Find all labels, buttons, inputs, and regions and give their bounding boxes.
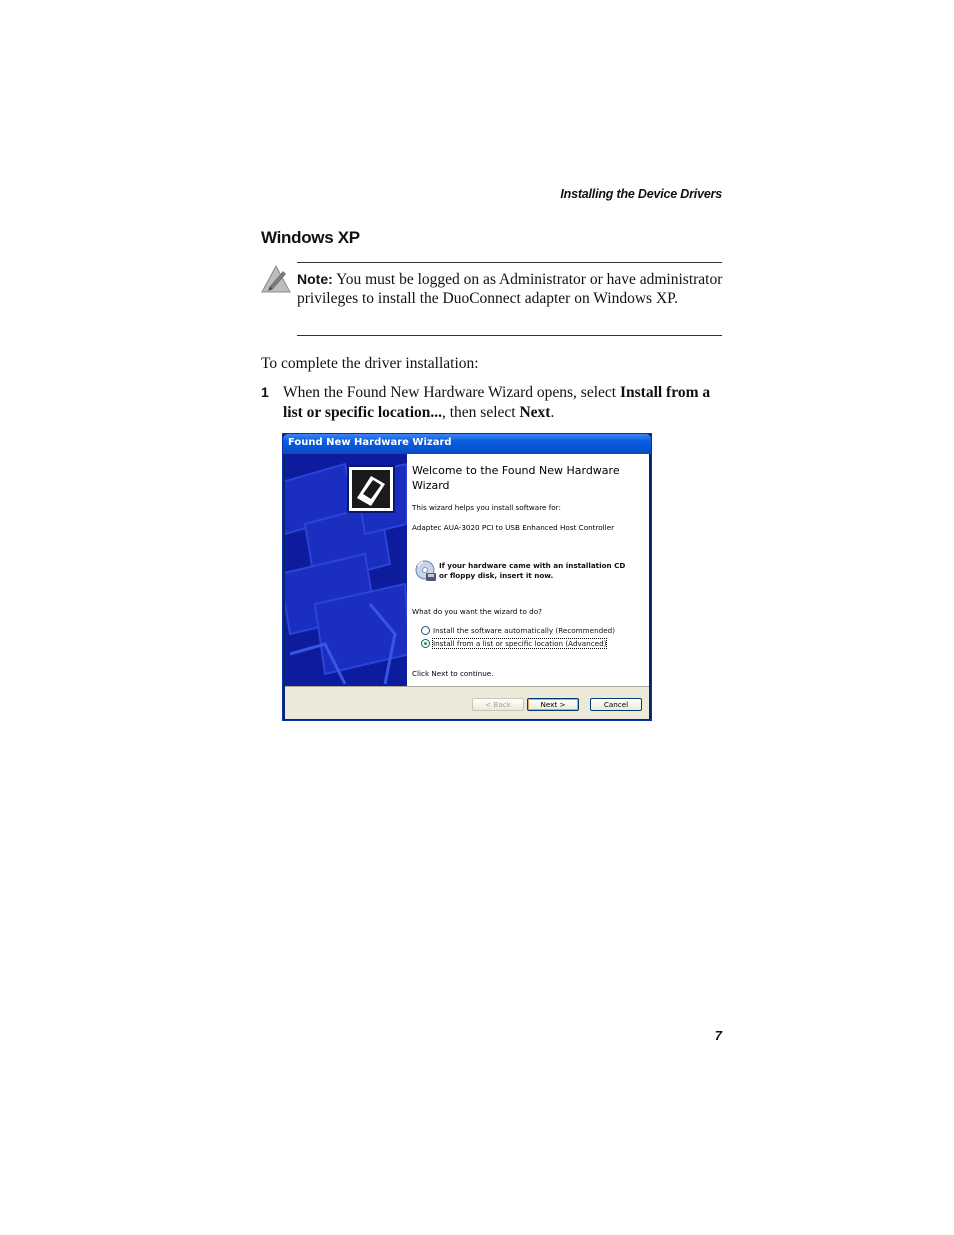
radio-label-advanced: Install from a list or specific location (Advanced) [433,639,607,648]
wizard-heading: Welcome to the Found New Hardware Wizard [412,464,620,492]
note-body: You must be logged on as Administrator or have administrator privileges to install the DuoConnect adapter on Windows XP. [297,271,723,307]
cd-hint-text [439,561,625,581]
cd-hint-line-2: or floppy disk, insert it now. [439,571,554,580]
step-text [283,383,723,422]
note-top-rule [297,262,722,263]
wizard-helps-text: This wizard helps you install software for: [412,503,561,512]
step-text-before: When the Found New Hardware Wizard opens, select [283,384,620,401]
wizard-question: What do you want the wizard to do? [412,607,542,616]
wizard-continue-text: Click Next to continue. [412,669,494,678]
step-option-name: Install from a list or specific location... [283,384,711,421]
wizard-screenshot [282,433,652,721]
note-text [297,270,725,308]
page-number: 7 [714,1028,722,1043]
step-number: 1 [261,384,269,400]
option-install-from-list[interactable] [421,639,606,648]
wizard-art-graphic [285,454,407,686]
cancel-button[interactable]: Cancel [590,698,642,711]
cd-icon [414,559,438,583]
intro-paragraph: To complete the driver installation: [261,355,479,372]
radio-button-advanced[interactable] [421,639,430,648]
running-header: Installing the Device Drivers [560,187,722,201]
back-button[interactable]: < Back [472,698,524,711]
radio-button-automatic[interactable] [421,626,430,635]
step-text-middle: , then select [442,403,520,421]
radio-label-automatic: Install the software automatically (Recommended) [433,626,616,635]
note-label: Note: [297,271,333,287]
note-bottom-rule [297,335,722,336]
wizard-side-art [285,454,407,686]
wizard-content [412,454,649,686]
wizard-body [285,454,649,686]
wizard-button-bar [285,686,649,719]
wizard-window-title: Found New Hardware Wizard [288,437,452,448]
cd-hint-line-1: If your hardware came with an installation CD [439,561,626,570]
step-text-after: . [550,403,555,421]
note-pencil-icon [261,264,291,294]
section-title: Windows XP [261,228,360,247]
step-button-name: Next [519,403,551,421]
wizard-titlebar [283,434,651,454]
option-install-automatically[interactable] [421,626,615,635]
wizard-device-name: Adaptec AUA-3020 PCI to USB Enhanced Host Controller [412,523,615,532]
next-button[interactable]: Next > [527,698,579,711]
